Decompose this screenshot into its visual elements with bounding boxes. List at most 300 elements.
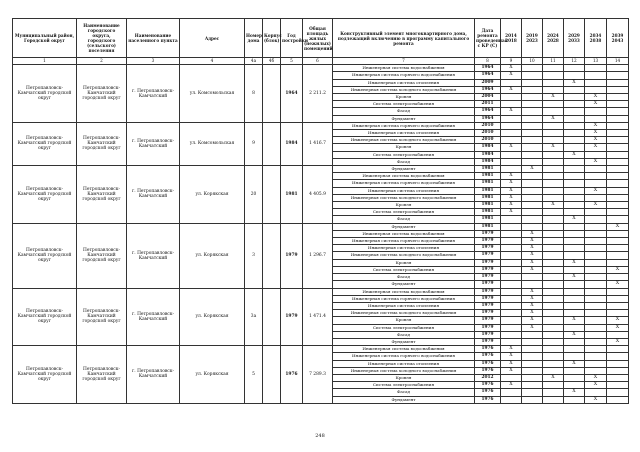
period-cell xyxy=(501,266,522,273)
period-cell: X xyxy=(585,158,607,165)
period-cell xyxy=(501,389,522,396)
period-cell xyxy=(522,367,543,374)
repair-date-cell: 1979 xyxy=(475,245,501,252)
build-year-cell: 1984 xyxy=(281,122,303,165)
period-cell xyxy=(543,281,564,288)
build-year-cell: 1979 xyxy=(281,288,303,346)
element-cell: Инженерная система отопления xyxy=(333,79,475,86)
period-cell xyxy=(522,360,543,367)
repair-date-cell: 1979 xyxy=(475,302,501,309)
period-cell: X xyxy=(501,194,522,201)
element-cell: Система электроснабжения xyxy=(333,209,475,216)
period-cell: X xyxy=(607,281,629,288)
period-cell: X xyxy=(522,238,543,245)
locality-cell: г. Петропавловск-Камчатский xyxy=(127,288,180,346)
element-cell: Фасад xyxy=(333,389,475,396)
period-cell xyxy=(543,238,564,245)
build-year-cell: 1964 xyxy=(281,65,303,123)
period-cell xyxy=(585,86,607,93)
period-cell: X xyxy=(607,266,629,273)
period-cell xyxy=(564,252,585,259)
repair-date-cell: 1979 xyxy=(475,266,501,273)
period-cell xyxy=(607,137,629,144)
period-cell xyxy=(585,79,607,86)
period-cell xyxy=(585,238,607,245)
column-header: Конструктивный элемент многоквартирного дома, подлежащий включению в программу капитального ремонта xyxy=(333,19,475,58)
period-cell xyxy=(585,245,607,252)
period-cell xyxy=(585,346,607,353)
period-cell xyxy=(564,266,585,273)
repair-date-cell: 1981 xyxy=(475,202,501,209)
column-number: 1 xyxy=(13,58,77,65)
period-cell: X xyxy=(522,317,543,324)
repair-date-cell: 2010 xyxy=(475,130,501,137)
table-row xyxy=(13,166,629,173)
period-cell xyxy=(585,310,607,317)
period-cell xyxy=(585,223,607,230)
period-cell xyxy=(564,137,585,144)
period-cell xyxy=(543,295,564,302)
locality-cell: г. Петропавловск-Камчатский xyxy=(127,166,180,224)
period-cell xyxy=(585,115,607,122)
period-cell xyxy=(522,331,543,338)
period-cell: X xyxy=(607,223,629,230)
period-cell xyxy=(607,302,629,309)
period-cell xyxy=(607,209,629,216)
period-cell xyxy=(522,101,543,108)
period-cell: X xyxy=(585,101,607,108)
column-number: 2 xyxy=(77,58,127,65)
column-header: Дата ремонта проведенная с КР (С) xyxy=(475,19,501,58)
period-cell: X xyxy=(522,230,543,237)
period-cell xyxy=(564,158,585,165)
element-cell: Инженерная система водоснабжения xyxy=(333,288,475,295)
element-cell: Инженерная система отопления xyxy=(333,360,475,367)
period-cell xyxy=(522,173,543,180)
period-cell xyxy=(543,302,564,309)
locality-cell: г. Петропавловск-Камчатский xyxy=(127,346,180,404)
period-cell: X xyxy=(607,317,629,324)
repair-date-cell: 1979 xyxy=(475,324,501,331)
period-cell xyxy=(522,72,543,79)
build-year-cell: 1976 xyxy=(281,346,303,404)
building-block-cell xyxy=(263,65,281,123)
repair-date-cell: 1984 xyxy=(475,158,501,165)
period-cell xyxy=(607,259,629,266)
address-cell: ул. Корякская xyxy=(180,288,245,346)
element-cell: Инженерная система отопления xyxy=(333,130,475,137)
element-cell: Инженерная система отопления xyxy=(333,187,475,194)
column-header: Наименование населенного пункта xyxy=(127,19,180,58)
period-cell xyxy=(522,202,543,209)
column-header: 2024 2028 xyxy=(543,19,564,58)
repair-date-cell: 2010 xyxy=(475,122,501,129)
period-cell xyxy=(501,324,522,331)
element-cell: Фасад xyxy=(333,331,475,338)
period-cell xyxy=(522,79,543,86)
repair-date-cell: 1979 xyxy=(475,331,501,338)
period-cell xyxy=(501,223,522,230)
period-cell: X xyxy=(501,346,522,353)
district-cell: Петропавловск-Камчатский городской округ xyxy=(13,65,77,123)
element-cell: Инженерная система горячего водоснабжения xyxy=(333,72,475,79)
period-cell: X xyxy=(564,389,585,396)
element-cell: Кровля xyxy=(333,259,475,266)
period-cell xyxy=(607,389,629,396)
period-cell xyxy=(564,346,585,353)
building-block-cell xyxy=(263,122,281,165)
period-cell xyxy=(522,274,543,281)
column-header: 2014 2018 xyxy=(501,19,522,58)
period-cell xyxy=(522,353,543,360)
element-cell: Кровля xyxy=(333,374,475,381)
period-cell: X xyxy=(501,108,522,115)
settlement-cell: Петропавловск-Камчатский городской округ xyxy=(77,65,127,123)
period-cell xyxy=(522,187,543,194)
column-number: 12 xyxy=(564,58,585,65)
period-cell xyxy=(607,101,629,108)
element-cell: Система электроснабжения xyxy=(333,101,475,108)
period-cell: X xyxy=(543,144,564,151)
period-cell: X xyxy=(501,367,522,374)
element-cell: Инженерная система холодного водоснабжения xyxy=(333,194,475,201)
period-cell xyxy=(585,324,607,331)
period-cell: X xyxy=(522,310,543,317)
period-cell xyxy=(564,194,585,201)
page-number: 248 xyxy=(315,433,325,439)
period-cell: X xyxy=(585,382,607,389)
column-number: 7 xyxy=(333,58,475,65)
period-cell xyxy=(607,216,629,223)
period-cell xyxy=(543,122,564,129)
period-cell xyxy=(607,94,629,101)
house-number-cell: 3 xyxy=(245,223,263,288)
period-cell xyxy=(564,288,585,295)
repair-date-cell: 1964 xyxy=(475,108,501,115)
period-cell xyxy=(585,65,607,72)
period-cell: X xyxy=(522,266,543,273)
column-header: Корпус (блок) xyxy=(263,19,281,58)
period-cell xyxy=(585,259,607,266)
period-cell xyxy=(564,94,585,101)
column-number: 8 xyxy=(475,58,501,65)
period-cell xyxy=(564,122,585,129)
period-cell xyxy=(585,72,607,79)
repair-date-cell: 1981 xyxy=(475,194,501,201)
table-row xyxy=(13,65,629,72)
period-cell xyxy=(522,86,543,93)
element-cell: Кровля xyxy=(333,94,475,101)
period-cell xyxy=(543,216,564,223)
period-cell xyxy=(543,101,564,108)
element-cell: Фасад xyxy=(333,274,475,281)
period-cell xyxy=(543,194,564,201)
element-cell: Система электроснабжения xyxy=(333,266,475,273)
floor-area-cell: 4 405.9 xyxy=(303,166,333,224)
repair-date-cell: 1984 xyxy=(475,144,501,151)
repair-date-cell: 1979 xyxy=(475,230,501,237)
period-cell xyxy=(543,65,564,72)
column-number: 14 xyxy=(607,58,629,65)
period-cell xyxy=(543,151,564,158)
repair-date-cell: 1979 xyxy=(475,252,501,259)
table-row xyxy=(13,288,629,295)
period-cell xyxy=(564,209,585,216)
period-cell xyxy=(501,101,522,108)
element-cell: Кровля xyxy=(333,144,475,151)
element-cell: Фундамент xyxy=(333,166,475,173)
repair-date-cell: 2011 xyxy=(475,101,501,108)
building-block-cell xyxy=(263,223,281,288)
period-cell xyxy=(501,374,522,381)
period-cell: X xyxy=(543,94,564,101)
period-cell xyxy=(564,295,585,302)
period-cell: X xyxy=(607,324,629,331)
period-cell xyxy=(607,230,629,237)
repair-date-cell: 2012 xyxy=(475,374,501,381)
column-header: Общая площадь жилых (нежилых) помещений xyxy=(303,19,333,58)
period-cell: X xyxy=(501,382,522,389)
period-cell: X xyxy=(564,331,585,338)
period-cell xyxy=(564,72,585,79)
period-cell xyxy=(607,202,629,209)
period-cell xyxy=(607,79,629,86)
element-cell: Фасад xyxy=(333,216,475,223)
period-cell: X xyxy=(543,374,564,381)
period-cell xyxy=(607,346,629,353)
house-number-cell: 3а xyxy=(245,288,263,346)
element-cell: Инженерная система горячего водоснабжения xyxy=(333,180,475,187)
period-cell xyxy=(607,180,629,187)
period-cell xyxy=(564,223,585,230)
period-cell xyxy=(501,216,522,223)
element-cell: Инженерная система водоснабжения xyxy=(333,346,475,353)
element-cell: Фасад xyxy=(333,158,475,165)
period-cell xyxy=(607,245,629,252)
period-cell xyxy=(585,209,607,216)
period-cell xyxy=(564,130,585,137)
period-cell xyxy=(501,230,522,237)
period-cell xyxy=(607,374,629,381)
period-cell xyxy=(522,209,543,216)
period-cell xyxy=(522,122,543,129)
floor-area-cell: 1 416.7 xyxy=(303,122,333,165)
column-header: Адрес xyxy=(180,19,245,58)
floor-area-cell: 7 289.3 xyxy=(303,346,333,404)
period-cell xyxy=(585,331,607,338)
settlement-cell: Петропавловск-Камчатский городской округ xyxy=(77,288,127,346)
column-header: Год постройки xyxy=(281,19,303,58)
period-cell xyxy=(543,396,564,403)
table-body xyxy=(13,65,629,404)
period-cell xyxy=(501,238,522,245)
repair-date-cell: 1979 xyxy=(475,281,501,288)
element-cell: Инженерная система горячего водоснабжения xyxy=(333,238,475,245)
period-cell xyxy=(501,151,522,158)
period-cell xyxy=(607,166,629,173)
period-cell xyxy=(585,108,607,115)
period-cell xyxy=(501,288,522,295)
element-cell: Фасад xyxy=(333,108,475,115)
period-cell: X xyxy=(522,259,543,266)
repair-date-cell: 1979 xyxy=(475,238,501,245)
period-cell xyxy=(585,295,607,302)
period-cell xyxy=(543,72,564,79)
column-number: 4а xyxy=(245,58,263,65)
period-cell xyxy=(501,302,522,309)
period-cell: X xyxy=(564,317,585,324)
period-cell xyxy=(543,360,564,367)
repair-date-cell: 1979 xyxy=(475,288,501,295)
period-cell: X xyxy=(522,302,543,309)
address-cell: ул. Комсомольская xyxy=(180,122,245,165)
period-cell: X xyxy=(585,396,607,403)
period-cell xyxy=(522,396,543,403)
column-header: 2034 2038 xyxy=(585,19,607,58)
period-cell xyxy=(564,310,585,317)
period-cell xyxy=(585,252,607,259)
period-cell: X xyxy=(501,353,522,360)
locality-cell: г. Петропавловск-Камчатский xyxy=(127,223,180,288)
element-cell: Инженерная система отопления xyxy=(333,302,475,309)
address-cell: ул. Корякская xyxy=(180,223,245,288)
element-cell: Система электроснабжения xyxy=(333,151,475,158)
period-cell xyxy=(585,230,607,237)
period-cell xyxy=(501,137,522,144)
period-cell xyxy=(607,144,629,151)
period-cell xyxy=(585,166,607,173)
period-cell xyxy=(564,353,585,360)
column-number: 4 xyxy=(180,58,245,65)
period-cell xyxy=(564,396,585,403)
period-cell xyxy=(607,194,629,201)
period-cell xyxy=(607,252,629,259)
element-cell: Кровля xyxy=(333,202,475,209)
period-cell xyxy=(543,346,564,353)
element-cell: Фундамент xyxy=(333,338,475,345)
period-cell: X xyxy=(607,338,629,345)
period-cell xyxy=(564,166,585,173)
repair-date-cell: 1979 xyxy=(475,295,501,302)
period-cell xyxy=(522,281,543,288)
period-cell xyxy=(522,389,543,396)
period-cell xyxy=(522,151,543,158)
header-row xyxy=(13,19,629,58)
period-cell xyxy=(607,295,629,302)
period-cell: X xyxy=(543,202,564,209)
period-cell xyxy=(543,389,564,396)
period-cell xyxy=(607,331,629,338)
floor-area-cell: 1 296.7 xyxy=(303,223,333,288)
period-cell xyxy=(543,274,564,281)
period-cell xyxy=(543,266,564,273)
build-year-cell: 1981 xyxy=(281,166,303,224)
period-cell xyxy=(501,295,522,302)
period-cell: X xyxy=(522,288,543,295)
period-cell: X xyxy=(501,202,522,209)
period-cell xyxy=(522,144,543,151)
locality-cell: г. Петропавловск-Камчатский xyxy=(127,122,180,165)
period-cell: X xyxy=(522,295,543,302)
period-cell xyxy=(585,389,607,396)
period-cell xyxy=(564,324,585,331)
repair-date-cell: 1981 xyxy=(475,187,501,194)
period-cell xyxy=(543,288,564,295)
house-number-cell: 20 xyxy=(245,166,263,224)
period-cell xyxy=(564,173,585,180)
building-block-cell xyxy=(263,346,281,404)
period-cell xyxy=(543,317,564,324)
table-row xyxy=(13,346,629,353)
period-cell: X xyxy=(501,360,522,367)
period-cell xyxy=(522,65,543,72)
repair-date-cell: 2010 xyxy=(475,137,501,144)
period-cell xyxy=(564,338,585,345)
period-cell xyxy=(543,173,564,180)
period-cell xyxy=(501,122,522,129)
period-cell: X xyxy=(501,209,522,216)
column-number: 11 xyxy=(543,58,564,65)
repair-date-cell: 1964 xyxy=(475,115,501,122)
repair-date-cell: 1979 xyxy=(475,317,501,324)
element-cell: Кровля xyxy=(333,317,475,324)
period-cell xyxy=(607,86,629,93)
period-cell: X xyxy=(501,144,522,151)
period-cell xyxy=(564,202,585,209)
period-cell xyxy=(522,137,543,144)
period-cell xyxy=(607,122,629,129)
period-cell xyxy=(607,353,629,360)
period-cell xyxy=(585,288,607,295)
period-cell xyxy=(522,158,543,165)
period-cell xyxy=(522,108,543,115)
period-cell xyxy=(564,281,585,288)
period-cell xyxy=(585,274,607,281)
column-header: Номер дома xyxy=(245,19,263,58)
period-cell xyxy=(585,281,607,288)
repair-date-cell: 1976 xyxy=(475,346,501,353)
period-cell xyxy=(543,180,564,187)
locality-cell: г. Петропавловск-Камчатский xyxy=(127,65,180,123)
repair-date-cell: 1976 xyxy=(475,389,501,396)
period-cell xyxy=(522,338,543,345)
period-cell xyxy=(607,115,629,122)
repair-date-cell: 1981 xyxy=(475,166,501,173)
element-cell: Инженерная система водоснабжения xyxy=(333,65,475,72)
period-cell: X xyxy=(522,324,543,331)
floor-area-cell: 2 211.2 xyxy=(303,65,333,123)
period-cell xyxy=(543,353,564,360)
table-row xyxy=(13,223,629,230)
period-cell xyxy=(607,274,629,281)
element-cell: Инженерная система отопления xyxy=(333,245,475,252)
period-cell xyxy=(543,130,564,137)
period-cell xyxy=(564,86,585,93)
period-cell xyxy=(501,130,522,137)
repair-date-cell: 1981 xyxy=(475,216,501,223)
period-cell xyxy=(501,274,522,281)
element-cell: Инженерная система холодного водоснабжения xyxy=(333,252,475,259)
repair-date-cell: 2004 xyxy=(475,94,501,101)
element-cell: Фундамент xyxy=(333,223,475,230)
period-cell xyxy=(585,360,607,367)
period-cell: X xyxy=(564,274,585,281)
period-cell xyxy=(543,367,564,374)
house-number-cell: 8 xyxy=(245,65,263,123)
repair-date-cell: 1976 xyxy=(475,367,501,374)
address-cell: ул. Комсомольская xyxy=(180,65,245,123)
period-cell xyxy=(607,310,629,317)
